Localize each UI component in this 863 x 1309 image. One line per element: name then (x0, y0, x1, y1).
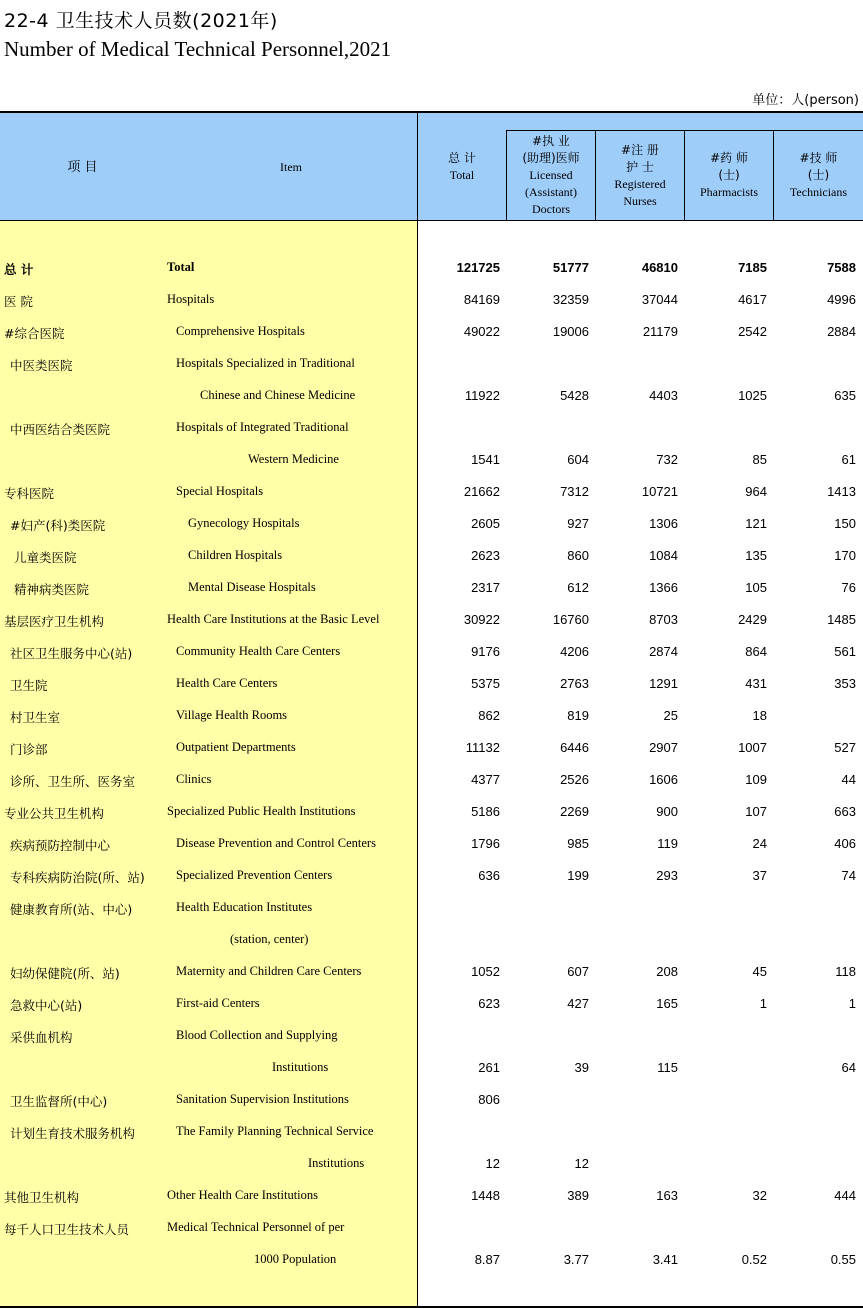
cell-value: 1448 (471, 1188, 500, 1203)
cell-value: 2907 (649, 740, 678, 755)
row-label-cn: 村卫生室 (10, 710, 61, 725)
table-row (0, 476, 863, 508)
row-label-en: The Family Planning Technical Service (176, 1124, 374, 1138)
row-label-en: Western Medicine (248, 452, 339, 466)
cell-value: 864 (745, 644, 767, 659)
cell-value: 18 (752, 708, 767, 723)
cell-value: 2542 (738, 324, 767, 339)
row-label-cn: 健康教育所(站、中心) (10, 902, 133, 917)
row-label-cn: 急救中心(站) (10, 998, 83, 1013)
cell-value: 1 (848, 996, 856, 1011)
cell-value: 61 (841, 452, 856, 467)
row-label-cn: 儿童类医院 (14, 550, 77, 565)
cell-value: 121725 (456, 260, 500, 275)
cell-value: 4617 (738, 292, 767, 307)
cell-value: 1084 (649, 548, 678, 563)
header-technicians: #技 师 (士) Technicians (789, 151, 848, 199)
table-row (0, 412, 863, 444)
cell-value: 261 (478, 1060, 500, 1075)
cell-value: 293 (656, 868, 678, 883)
cell-value: 118 (835, 964, 856, 979)
row-label-en: Institutions (308, 1156, 365, 1170)
table-row (0, 348, 863, 380)
cell-value: 135 (745, 548, 767, 563)
cell-value: 527 (834, 740, 856, 755)
table-row (0, 860, 863, 892)
cell-value: 11132 (465, 740, 500, 755)
row-label-en: Clinics (176, 772, 212, 786)
row-label-en: Health Education Institutes (176, 900, 313, 914)
cell-value: 74 (841, 868, 856, 883)
row-label-cn: 总 计 (4, 262, 34, 277)
row-label-en: Village Health Rooms (176, 708, 288, 722)
cell-value: 964 (745, 484, 767, 499)
cell-value: 9176 (471, 644, 500, 659)
table-row (0, 924, 863, 956)
cell-value: 12 (574, 1156, 589, 1171)
header-pharmacists: #药 师 (士) Pharmacists (700, 151, 758, 199)
row-label-cn: 诊所、卫生所、医务室 (10, 774, 136, 789)
cell-value: 45 (752, 964, 767, 979)
cell-value: 12 (485, 1156, 500, 1171)
header-nurses: #注 册 护 士 Registered Nurses (614, 142, 666, 208)
row-label-cn: 专科医院 (4, 486, 55, 501)
cell-value: 8.87 (474, 1252, 500, 1267)
cell-value: 165 (656, 996, 678, 1011)
unit-label: 单位：人(person) (752, 93, 859, 108)
row-label-cn: 疾病预防控制中心 (10, 838, 111, 853)
cell-value: 85 (752, 452, 767, 467)
cell-value: 1606 (649, 772, 678, 787)
row-label-en: Health Care Institutions at the Basic Level (167, 612, 380, 626)
cell-value: 119 (657, 836, 678, 851)
cell-value: 431 (745, 676, 767, 691)
row-label-en: Institutions (272, 1060, 329, 1074)
header-item-en: Item (280, 159, 302, 174)
row-label-en: Specialized Public Health Institutions (167, 804, 356, 818)
cell-value: 4206 (560, 644, 589, 659)
cell-value: 406 (834, 836, 856, 851)
row-label-cn: 卫生监督所(中心) (10, 1094, 108, 1109)
cell-value: 612 (567, 580, 589, 595)
row-label-en: Special Hospitals (176, 484, 264, 498)
cell-value: 0.52 (741, 1252, 767, 1267)
cell-value: 11922 (464, 388, 500, 403)
row-label-cn: 基层医疗卫生机构 (4, 614, 105, 629)
row-label-en: Hospitals of Integrated Traditional (176, 420, 349, 434)
cell-value: 32359 (552, 292, 589, 307)
cell-value: 51777 (552, 260, 589, 275)
row-label-en: Outpatient Departments (176, 740, 296, 754)
cell-value: 635 (834, 388, 856, 403)
cell-value: 607 (567, 964, 589, 979)
cell-value: 25 (663, 708, 678, 723)
cell-value: 208 (656, 964, 678, 979)
cell-value: 121 (745, 516, 767, 531)
table-row (0, 1212, 863, 1244)
cell-value: 21662 (463, 484, 500, 499)
row-label-en: Blood Collection and Supplying (176, 1028, 338, 1042)
cell-value: 2526 (560, 772, 589, 787)
cell-value: 199 (567, 868, 589, 883)
row-label-cn: 中医类医院 (10, 358, 73, 373)
row-label-en: Mental Disease Hospitals (188, 580, 316, 594)
cell-value: 76 (841, 580, 856, 595)
row-label-cn: 中西医结合类医院 (10, 422, 111, 437)
row-label-en: Children Hospitals (188, 548, 283, 562)
table-row (0, 380, 863, 412)
table-row (0, 1084, 863, 1116)
row-label-en: Gynecology Hospitals (188, 516, 300, 530)
table-row (0, 828, 863, 860)
row-label-cn: #妇产(科)类医院 (10, 518, 106, 533)
row-label-en: Medical Technical Personnel of per (167, 1220, 345, 1234)
cell-value: 19006 (552, 324, 589, 339)
cell-value: 1413 (827, 484, 856, 499)
cell-value: 900 (656, 804, 678, 819)
cell-value: 663 (834, 804, 856, 819)
cell-value: 37 (752, 868, 767, 883)
page-title-en: Number of Medical Technical Personnel,2021 (4, 37, 392, 61)
row-label-cn: 妇幼保健院(所、站) (10, 966, 120, 981)
cell-value: 44 (841, 772, 856, 787)
cell-value: 1291 (649, 676, 678, 691)
row-label-en: Community Health Care Centers (176, 644, 341, 658)
cell-value: 806 (478, 1092, 500, 1107)
cell-value: 84169 (463, 292, 500, 307)
cell-value: 927 (567, 516, 589, 531)
row-label-cn: 其他卫生机构 (4, 1190, 80, 1205)
cell-value: 107 (745, 804, 767, 819)
row-label-cn: 每千人口卫生技术人员 (4, 1222, 130, 1237)
row-label-cn: #综合医院 (4, 326, 65, 341)
table-row (0, 540, 863, 572)
row-label-cn: 专科疾病防治院(所、站) (10, 870, 145, 885)
table-row (0, 284, 863, 316)
row-label-en: Health Care Centers (176, 676, 278, 690)
cell-value: 732 (656, 452, 678, 467)
row-label-en: (station, center) (230, 932, 309, 946)
table-row (0, 252, 863, 284)
row-label-en: 1000 Population (254, 1252, 337, 1266)
header-doctors: #执 业 (助理)医师 Licensed (Assistant) Doctors (522, 134, 580, 216)
table-row (0, 796, 863, 828)
cell-value: 389 (567, 1188, 589, 1203)
cell-value: 860 (567, 548, 589, 563)
table-row (0, 508, 863, 540)
cell-value: 0.55 (830, 1252, 856, 1267)
cell-value: 1052 (471, 964, 500, 979)
row-label-en: Maternity and Children Care Centers (176, 964, 362, 978)
table-row (0, 1244, 863, 1276)
cell-value: 5375 (471, 676, 500, 691)
cell-value: 6446 (560, 740, 589, 755)
cell-value: 2874 (649, 644, 678, 659)
header-item-cn: 项 目 (67, 159, 98, 175)
row-label-en: Total (167, 260, 195, 274)
cell-value: 109 (745, 772, 767, 787)
cell-value: 5186 (471, 804, 500, 819)
row-label-en: Other Health Care Institutions (167, 1188, 319, 1202)
table-row (0, 732, 863, 764)
cell-value: 7312 (560, 484, 589, 499)
cell-value: 444 (834, 1188, 856, 1203)
row-label-cn: 计划生育技术服务机构 (10, 1126, 136, 1141)
cell-value: 1485 (827, 612, 856, 627)
header-total: 总 计 Total (448, 151, 476, 182)
row-label-cn: 精神病类医院 (14, 582, 90, 597)
cell-value: 4377 (471, 772, 500, 787)
row-label-en: Chinese and Chinese Medicine (200, 388, 356, 402)
row-label-cn: 社区卫生服务中心(站) (10, 646, 133, 661)
row-label-en: Hospitals (167, 292, 215, 306)
cell-value: 170 (834, 548, 856, 563)
row-label-cn: 采供血机构 (10, 1030, 73, 1045)
row-label-en: Specialized Prevention Centers (176, 868, 333, 882)
table-row (0, 636, 863, 668)
table-row (0, 604, 863, 636)
cell-value: 1025 (738, 388, 767, 403)
table-row (0, 444, 863, 476)
cell-value: 623 (478, 996, 500, 1011)
table-row (0, 1116, 863, 1148)
table-row (0, 700, 863, 732)
cell-value: 2623 (471, 548, 500, 563)
table-row (0, 668, 863, 700)
cell-value: 16760 (552, 612, 589, 627)
row-label-en: Comprehensive Hospitals (176, 324, 305, 338)
row-label-cn: 卫生院 (10, 678, 48, 693)
row-label-cn: 专业公共卫生机构 (4, 806, 105, 821)
cell-value: 7588 (827, 260, 856, 275)
cell-value: 1 (759, 996, 767, 1011)
cell-value: 46810 (641, 260, 678, 275)
table-row (0, 956, 863, 988)
cell-value: 1366 (649, 580, 678, 595)
cell-value: 7185 (738, 260, 767, 275)
cell-value: 115 (657, 1060, 678, 1075)
table-bottom-rule (0, 1306, 863, 1308)
table-row (0, 1180, 863, 1212)
cell-value: 105 (745, 580, 767, 595)
cell-value: 49022 (463, 324, 500, 339)
cell-value: 353 (834, 676, 856, 691)
table-row (0, 1148, 863, 1180)
cell-value: 985 (567, 836, 589, 851)
table-row (0, 764, 863, 796)
cell-value: 8703 (649, 612, 678, 627)
table-row (0, 892, 863, 924)
cell-value: 2269 (560, 804, 589, 819)
cell-value: 2605 (471, 516, 500, 531)
cell-value: 24 (752, 836, 767, 851)
cell-value: 163 (656, 1188, 678, 1203)
row-label-cn: 医 院 (4, 294, 33, 309)
cell-value: 1541 (471, 452, 500, 467)
row-label-en: Hospitals Specialized in Traditional (176, 356, 355, 370)
cell-value: 4403 (649, 388, 678, 403)
table-row (0, 1052, 863, 1084)
row-label-en: Disease Prevention and Control Centers (176, 836, 376, 850)
cell-value: 604 (567, 452, 589, 467)
cell-value: 819 (567, 708, 589, 723)
cell-value: 1796 (471, 836, 500, 851)
cell-value: 5428 (560, 388, 589, 403)
page-title-cn: 22-4 卫生技术人员数(2021年) (4, 10, 278, 32)
cell-value: 561 (834, 644, 856, 659)
cell-value: 1306 (649, 516, 678, 531)
cell-value: 427 (567, 996, 589, 1011)
cell-value: 3.77 (563, 1252, 589, 1267)
cell-value: 30922 (463, 612, 500, 627)
cell-value: 3.41 (652, 1252, 678, 1267)
cell-value: 2763 (560, 676, 589, 691)
cell-value: 32 (752, 1188, 767, 1203)
cell-value: 2884 (827, 324, 856, 339)
table-row (0, 572, 863, 604)
cell-value: 2429 (738, 612, 767, 627)
row-label-en: First-aid Centers (176, 996, 260, 1010)
cell-value: 10721 (641, 484, 678, 499)
table-row (0, 316, 863, 348)
cell-value: 636 (478, 868, 500, 883)
cell-value: 37044 (641, 292, 678, 307)
table-row (0, 988, 863, 1020)
cell-value: 1007 (738, 740, 767, 755)
cell-value: 21179 (642, 324, 678, 339)
row-label-en: Sanitation Supervision Institutions (176, 1092, 349, 1106)
cell-value: 4996 (827, 292, 856, 307)
cell-value: 64 (841, 1060, 856, 1075)
cell-value: 39 (574, 1060, 589, 1075)
cell-value: 862 (478, 708, 500, 723)
row-label-cn: 门诊部 (10, 742, 48, 757)
table-row (0, 1020, 863, 1052)
cell-value: 150 (834, 516, 856, 531)
cell-value: 2317 (471, 580, 500, 595)
